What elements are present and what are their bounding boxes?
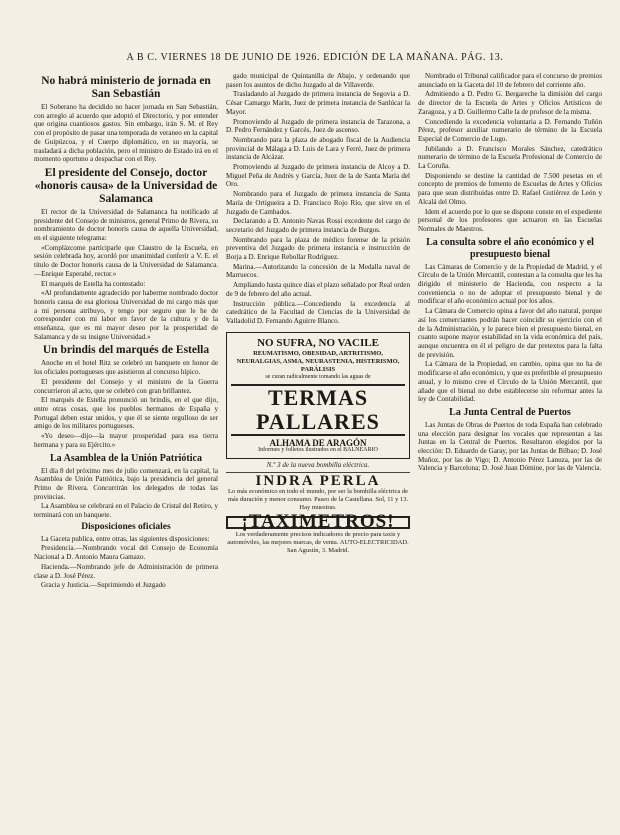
running-head: A B C. VIERNES 18 DE JUNIO DE 1926. EDICIÓN DE LA MAÑANA. PÁG. 13. bbox=[126, 52, 504, 63]
advert-ailments: REUMATISMO, OBESIDAD, ARTRITISMO, NEURALGIAS, ASMA, NEURASTENIA, HISTERISMO, PARÁLISIS bbox=[236, 349, 400, 373]
headline-consulta: La consulta sobre el año económico y el presupuesto bienal bbox=[426, 236, 594, 260]
paragraph: «Complázcome participarle que Claustro de la Escuela, en sesión celebrada hoy, acordó por unanimidad conferir a V. E. el título de Doctor honoris causa de la Universidad de Salamanca.—Enrique Esperabé, rector.» bbox=[34, 243, 218, 278]
paragraph: Nombrado el Tribunal calificador para el concurso de premios anunciado en la Gaceta del 10 de febrero del corriente año. bbox=[418, 72, 602, 89]
paragraph: Concediendo la excedencia voluntaria a D. Fernando Tuñón Pérez, profesor auxiliar numerario de término de la Escuela Especial de Comercio de Lugo. bbox=[418, 117, 602, 143]
paragraph: El marqués de Estella ha contestado: bbox=[41, 279, 146, 288]
paragraph: «Yo deseo—dijo—la mayor prosperidad para esa tierra hermana y para su Ejército.» bbox=[34, 432, 218, 449]
paragraph: Hacienda.—Nombrando jefe de Administración de primera clase a D. José Pérez. bbox=[34, 562, 218, 580]
paragraph: La Cámara de Comercio opina a favor del año natural, porque así los comerciantes podrán hacer coincidir su ejercicio con el de la Administración, y le parece bien el presupuesto bienal, en cuanto supone mayor estabilidad en la vida económica del país, aunque encuentra en él el peligro de dar pretextos para la falta de previsión. bbox=[418, 307, 602, 359]
paragraph: Marina.—Autorizando la concesión de la Medalla naval de Marruecos. bbox=[226, 262, 410, 280]
paragraph: Nombrando para el Juzgado de primera instancia de Santa María de Ortigueira a D. Francisco Rojo Río, que sirve en el Juzgado de Cambados. bbox=[226, 190, 410, 216]
paragraph: Jubilando a D. Francisco Morales Sánchez, catedrático numerario de término de la Escuela Profesional de Comercio de La Coruña. bbox=[418, 144, 602, 171]
paragraph: Disponiendo se destine la cantidad de 7.500 pesetas en el concepto de premios de fomento de Escuelas de Artes y Oficios para que sean distribuidas entre D. Rafael Gutiérrez de León y Alcalá del Olmo. bbox=[418, 171, 602, 206]
advert-taximetros-text: Los verdaderamente precisos indicadores de precio para taxis y automóviles, las mejores marcas, de venta. AUTO-ELECTRICIDAD. San Agustín, 3. Madrid. bbox=[227, 530, 409, 554]
headline-ministerio: No habrá ministerio de jornada en San Sebastián bbox=[41, 75, 211, 100]
paragraph: El marqués de Estella pronunció un brindis, en el que dijo, entre otras cosas, que los pueblos hermanos de España y Portugal deben estar unidos, y que él se siente orgulloso de ser amigo de los militares portugueses. bbox=[34, 396, 218, 431]
advert-brand: TERMAS PALLARES bbox=[231, 384, 405, 436]
paragraph: Nombrando para la plaza de médico forense de la prisión preventiva del Juzgado de primera instancia e instrucción de Borja a D. Enrique Rebollar Rodríguez. bbox=[226, 235, 410, 262]
paragraph: «Al profundamente agradecido por haberme nombrado doctor honoris causa de esa gloriosa Universidad de mi cargo más que a mi persona atribuyo, y tengo por seguro que le he de corresponder con mi labor en favor de la cultura y de la enseñanza, que es mi mayor deseo por la prosperidad de Salamanca y de su insigne Universidad.» bbox=[34, 289, 218, 341]
paragraph: Presidencia.—Nombrando vocal del Consejo de Economía Nacional a D. Antonio Maura Gamazo. bbox=[34, 544, 218, 562]
paragraph: Promoviendo al Juzgado de primera instancia de Alcoy a D. Miguel Peña de Andrés y García, Juez de la de Santa María del Oro. bbox=[226, 163, 410, 189]
paragraph: Declarando a D. Antonio Navas Rossi excedente del cargo de secretario del Juzgado de primera instancia de Burgos. bbox=[226, 217, 410, 234]
paragraph: Instrucción pública.—Concediendo la excedencia al catedrático de la Facultad de Ciencias de la Universidad de Valladolid D. Fernando Aguirre Blanco. bbox=[226, 299, 410, 325]
column-1 bbox=[34, 72, 218, 830]
headline-doctor: El presidente del Consejo, doctor «honoris causa» de la Universidad de Salamanca bbox=[34, 166, 218, 205]
headline-disposiciones: Disposiciones oficiales bbox=[81, 521, 171, 532]
column-3 bbox=[418, 72, 602, 830]
paragraph: Admitiendo a D. Pedro G. Bergareche la dimisión del cargo de director de la Escuela de Artes y Oficios Artísticos de Zaragoza, y a D. Guillermo Calle la de profesor de la misma. bbox=[418, 90, 602, 116]
advert-location: ALHAMA DE ARAGÓN bbox=[269, 437, 367, 448]
columns bbox=[34, 72, 604, 830]
paragraph: El día 8 del próximo mes de julio comenzará, en la capital, la Asamblea de Unión Patriótica, bajo la presidencia del general Primo de Rivera. Concurrirán los delegados de todas las provincias. bbox=[34, 466, 218, 501]
advert-caption: N.º 3 de la nueva bombilla eléctrica. bbox=[226, 461, 410, 473]
advert-termas-pallares bbox=[226, 332, 410, 460]
paragraph: La Cámara de la Propiedad, en cambio, opina que no ha de modificarse el año económico, y que es preferible el presupuesto anual, y lo mismo cree el Círculo de la Unión Mercantil, que añade que el bienal no debe establecerse sin reformar antes la ley de Contabilidad. bbox=[418, 360, 602, 404]
paragraph: El Soberano ha decidido no hacer jornada en San Sebastián, con arreglo al acuerdo que adoptó el Directorio, y por entender que origina cuantiosos gastos. Sin embargo, irán S. M. el Rey con el propósito de pasar una temporada de veraneo en la capital de Guipúzcoa, y el Cuerpo diplomático, en su mayoría, se trasladará a dicha población, pero el ministro de Estado irá en el momento oportuno a despachar con el Rey. bbox=[34, 103, 218, 164]
headline-puertos: La Junta Central de Puertos bbox=[449, 406, 571, 418]
paragraph: Nombrando para la plaza de abogado fiscal de la Audiencia provincial de Málaga a D. Luis de Lara y Ferré, Juez de primera instancia de Alcázar. bbox=[226, 135, 410, 162]
advert-indra-text: Lo más económico en todo el mundo, por ser la bombilla eléctrica de más duración y menor consumo. Paseo de la Castellana. Sol, 11 y 13. Hay muestras. bbox=[227, 487, 409, 511]
column-2 bbox=[226, 72, 410, 830]
advert-taximetros-title: ¡TAXIMETROS! bbox=[226, 516, 410, 529]
headline-brindis: Un brindis del marqués de Estella bbox=[42, 344, 210, 357]
paragraph: Promoviendo al Juzgado de primera instancia de Tarazona, a D. Pedro Fernández y Garcés, Juez de ascenso. bbox=[226, 117, 410, 135]
paragraph: La Asamblea se celebrará en el Palacio de Cristal del Retiro, y terminará con un banquete. bbox=[34, 502, 218, 520]
paragraph: Las Juntas de Obras de Puertos de toda España han celebrado una elección para designar los vocales que representan a las Juntas en la Central de Puertos. Resultaron elegidos por la elección: D. Eduardo de Garay, por las Juntas de Bilbao; D. José Muñoz, por las de Vigo; D. Antonio Pérez Lanuza, por las de Valencia y Barcelona; D. José Juan Dómine, por las de Valencia. bbox=[418, 420, 602, 473]
headline-asamblea: La Asamblea de la Unión Patriótica bbox=[50, 452, 202, 464]
paragraph: Anoche en el hotel Ritz se celebró un banquete en honor de los oficiales portugueses que asistieron al concurso hípico. bbox=[34, 359, 218, 377]
paragraph: El presidente del Consejo y el ministro de la Guerra concurrieron al acto, que se celebró con gran brillantez. bbox=[34, 377, 218, 395]
advert-cure-line: se curan radicalmente tomando las aguas de bbox=[265, 373, 371, 380]
advert-slogan: NO SUFRA, NO VACILE bbox=[257, 336, 379, 349]
advert-indra-title: INDRA PERLA bbox=[255, 473, 381, 490]
paragraph: La Gaceta publica, entre otras, las siguientes disposiciones: bbox=[41, 534, 210, 543]
paragraph: El rector de la Universidad de Salamanca ha notificado al presidente del Consejo de ministros, general Primo de Rivera, su nombramiento de doctor honoris causa de aquella Universidad, en el siguiente telegrama: bbox=[34, 207, 218, 243]
paragraph: Las Cámaras de Comercio y de la Propiedad de Madrid, y el Círculo de la Unión Mercantil, contestan a la consulta que les ha dirigido el ministerio de Hacienda, con respecto a la conveniencia o no de adoptar el presupuesto bienal y de modificar el año económico actual por los años. bbox=[418, 262, 602, 306]
paragraph: Idem el acuerdo por lo que se dispone conste en el expediente personal de los profesores que actuaron en las Escuelas Normales de Maestros. bbox=[418, 207, 602, 233]
paragraph: Gracia y Justicia.—Suprimiendo el Juzgado bbox=[41, 581, 166, 590]
paragraph: Trasladando al Juzgado de primera instancia de Segovia a D. César Camargo Marín, Juez de primera instancia de Sanlúcar la Mayor. bbox=[226, 90, 410, 116]
advert-info: Informes y folletos ilustrados en el BALNEARIO bbox=[258, 447, 378, 454]
paragraph: gado municipal de Quintanilla de Abajo, y ordenando que pasen los asuntos de dicho Juzgado al de Villaverde. bbox=[226, 72, 410, 89]
paragraph: Ampliando hasta quince días el plazo señalado por Real orden de 9 de febrero del año actual. bbox=[226, 281, 410, 298]
